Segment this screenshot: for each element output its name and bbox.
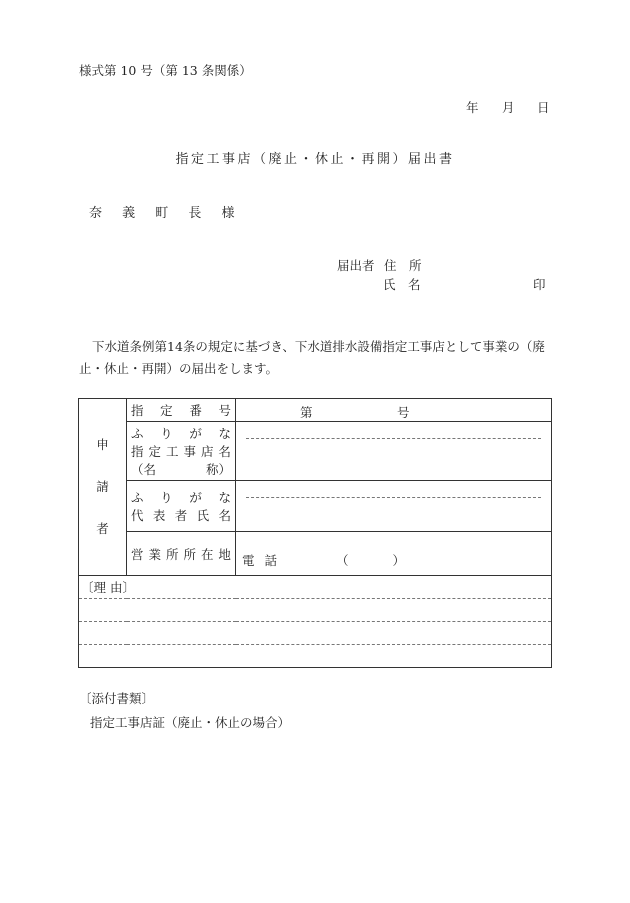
application-table: [78, 398, 552, 668]
addressee: 奈 義 町 長 様: [89, 206, 239, 221]
body-text: 下水道条例第14条の規定に基づき、下水道排水設備指定工事店として事業の（廃止・休止・再開）の届出をします。: [79, 339, 545, 376]
office-address-label: 営 業 所 所 在 地: [127, 532, 236, 576]
reason-line-2[interactable]: [79, 622, 552, 645]
office-address-field[interactable]: [236, 532, 552, 576]
applicant-char: 申: [96, 437, 109, 452]
representative-name-field[interactable]: [236, 481, 552, 532]
representative-name-label: ふ り が な 代 表 者 氏 名: [127, 481, 236, 532]
reason-label: 〔理 由〕: [79, 576, 552, 599]
store-name-label: ふ り が な 指 定 工 事 店 名 （名 称）: [127, 422, 236, 481]
designation-number-field[interactable]: [236, 399, 552, 422]
furigana-divider: [246, 438, 541, 439]
name-label-2: 名: [408, 277, 421, 292]
store-name-field[interactable]: [236, 422, 552, 481]
furigana-divider: [246, 497, 541, 498]
reason-line-3[interactable]: [79, 645, 552, 668]
designation-number-label: 指 定 番 号: [127, 399, 236, 422]
phone-label: 電 話: [242, 553, 280, 568]
seal-mark: 印: [533, 277, 546, 292]
phone-paren-open: （: [335, 553, 349, 568]
applicant-char: 請: [96, 479, 109, 494]
form-number: 様式第 10 号（第 13 条関係）: [79, 63, 252, 78]
applicant-label: 届出者: [337, 258, 375, 273]
reason-line-1[interactable]: [79, 599, 552, 622]
phone-paren-close: ）: [392, 553, 406, 568]
applicant-char: 者: [96, 521, 109, 536]
number-prefix: 第: [300, 405, 313, 420]
date-day-label: 日: [537, 100, 550, 115]
date-year-label: 年: [466, 100, 479, 115]
attachments-heading: 〔添付書類〕: [79, 691, 155, 706]
document-title: 指定工事店（廃止・休止・再開）届出書: [175, 152, 455, 167]
name-label-1: 氏: [383, 277, 396, 292]
date-month-label: 月: [502, 100, 515, 115]
applicant-column: [79, 399, 127, 576]
attachment-item: 指定工事店証（廃止・休止の場合）: [90, 715, 291, 730]
address-label: 住 所: [384, 258, 422, 273]
number-suffix: 号: [397, 405, 410, 420]
